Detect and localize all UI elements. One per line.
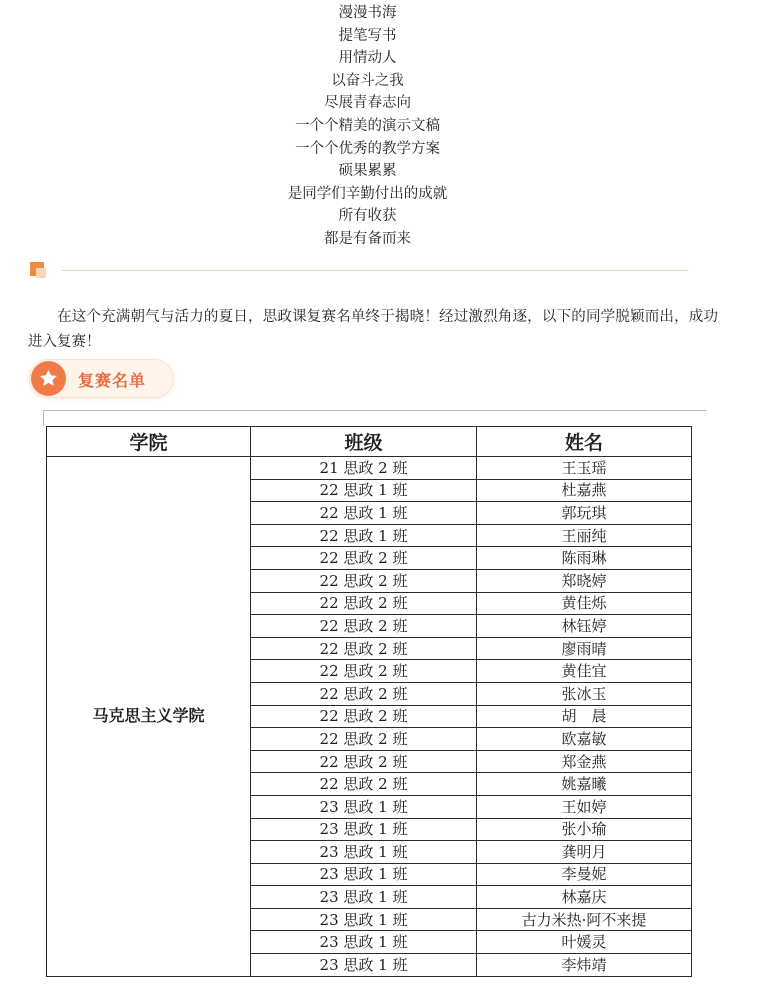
student-name-cell: 李炜靖 (477, 954, 692, 977)
poem-line: 以奋斗之我 (331, 72, 404, 89)
class-cell: 23 思政 1 班 (251, 886, 477, 909)
class-cell: 22 思政 1 班 (251, 502, 477, 525)
poem-line: 一个个精美的演示文稿 (295, 117, 440, 134)
class-cell: 22 思政 2 班 (251, 773, 477, 796)
class-cell: 23 思政 1 班 (251, 841, 477, 864)
header-class: 班级 (251, 427, 477, 457)
student-name-cell: 王玉瑶 (477, 457, 692, 480)
class-cell: 22 思政 2 班 (251, 547, 477, 570)
class-cell: 23 思政 1 班 (251, 795, 477, 818)
class-cell: 22 思政 1 班 (251, 479, 477, 502)
class-cell: 22 思政 2 班 (251, 615, 477, 638)
student-name-cell: 郭玩琪 (477, 502, 692, 525)
student-name-cell: 郑晓婷 (477, 569, 692, 592)
poem-line: 提笔写书 (338, 27, 397, 44)
poem-line: 用情动人 (338, 50, 397, 67)
student-name-cell: 古力米热·阿不来提 (477, 908, 692, 931)
badge-circle (31, 361, 66, 396)
student-name-cell: 王如婷 (477, 795, 692, 818)
poem-line: 都是有备而来 (324, 230, 411, 247)
student-name-cell: 黄佳宜 (477, 660, 692, 683)
student-name-cell: 叶媛灵 (477, 931, 692, 954)
poem-line: 漫漫书海 (338, 5, 397, 21)
student-name-cell: 龚明月 (477, 841, 692, 864)
student-name-cell: 张小瑜 (477, 818, 692, 841)
poem-line: 所有收获 (338, 208, 397, 225)
student-name-cell: 林钰婷 (477, 615, 692, 638)
class-cell: 23 思政 1 班 (251, 908, 477, 931)
class-cell: 22 思政 2 班 (251, 705, 477, 728)
student-name-cell: 郑金燕 (477, 750, 692, 773)
class-cell: 23 思政 1 班 (251, 863, 477, 886)
header-name: 姓名 (477, 427, 692, 457)
header-college: 学院 (47, 427, 251, 457)
class-cell: 22 思政 1 班 (251, 524, 477, 547)
section-badge (29, 359, 174, 398)
table-body (47, 457, 692, 977)
roster-table (46, 426, 692, 977)
poem-line: 尽展青春志向 (324, 95, 411, 112)
student-name-cell: 黄佳烁 (477, 592, 692, 615)
student-name-cell: 廖雨晴 (477, 637, 692, 660)
class-cell: 22 思政 2 班 (251, 682, 477, 705)
star-icon (38, 368, 59, 389)
poem-line: 硕果累累 (338, 163, 397, 180)
poem-block (0, 2, 735, 251)
badge-label: 复赛名单 (78, 371, 147, 390)
student-name-cell: 陈雨琳 (477, 547, 692, 570)
class-cell: 22 思政 2 班 (251, 637, 477, 660)
student-name-cell: 姚嘉曦 (477, 773, 692, 796)
class-cell: 21 思政 2 班 (251, 457, 477, 480)
class-cell: 22 思政 2 班 (251, 660, 477, 683)
class-cell: 23 思政 1 班 (251, 818, 477, 841)
section-divider (28, 258, 693, 280)
college-cell: 马克思主义学院 (47, 457, 251, 977)
student-name-cell: 李曼妮 (477, 863, 692, 886)
poem-line: 是同学们辛勤付出的成就 (287, 185, 448, 202)
student-name-cell: 欧嘉敏 (477, 728, 692, 751)
student-name-cell: 林嘉庆 (477, 886, 692, 909)
table-header-row (47, 427, 692, 457)
table-side-rule (43, 410, 44, 426)
intro-paragraph: 在这个充满朝气与活力的夏日，思政课复赛名单终于揭晓！经过激烈角逐，以下的同学脱颖而出，成功进入复赛！ (28, 308, 718, 350)
divider-line (62, 270, 688, 271)
class-cell: 22 思政 2 班 (251, 592, 477, 615)
student-name-cell: 张冰玉 (477, 682, 692, 705)
class-cell: 22 思政 2 班 (251, 750, 477, 773)
class-cell: 23 思政 1 班 (251, 954, 477, 977)
student-name-cell: 王丽纯 (477, 524, 692, 547)
poem-line: 一个个优秀的教学方案 (295, 140, 440, 157)
student-name-cell: 杜嘉燕 (477, 479, 692, 502)
class-cell: 22 思政 2 班 (251, 569, 477, 592)
divider-square-small-icon (36, 268, 46, 278)
class-cell: 23 思政 1 班 (251, 931, 477, 954)
table-top-rule (43, 410, 707, 411)
class-cell: 22 思政 2 班 (251, 728, 477, 751)
student-name-cell: 胡 晨 (477, 705, 692, 728)
table-row (47, 457, 692, 480)
